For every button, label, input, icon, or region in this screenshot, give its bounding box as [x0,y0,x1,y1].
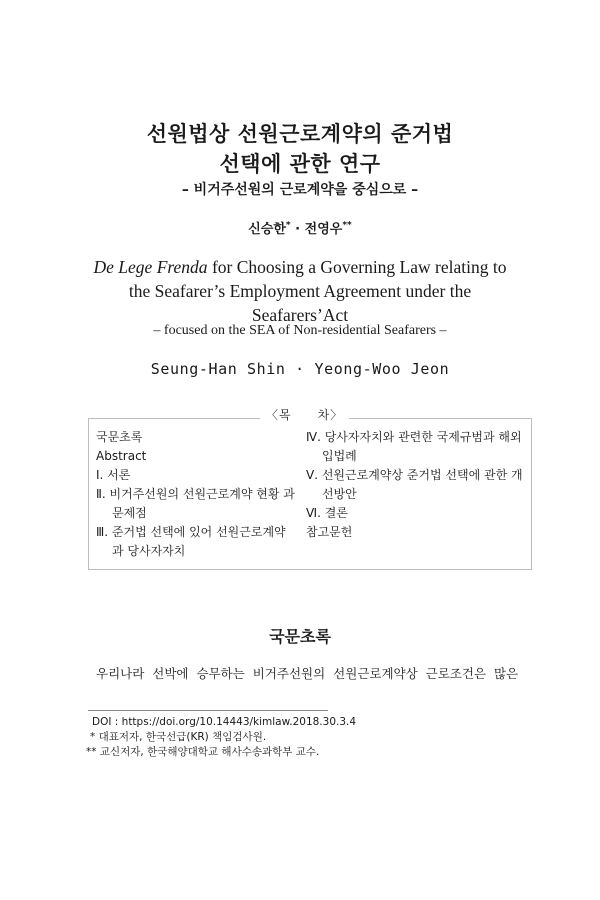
toc-right-column [306,428,526,542]
author-2-mark: ** [342,220,352,231]
toc-item: Ⅳ. 당사자자치와 관련한 국제규범과 해외입법례 [306,430,522,463]
english-title [85,255,515,327]
korean-authors [0,218,600,237]
korean-subtitle: – 비거주선원의 근로계약을 중심으로 – [181,182,419,198]
english-title-italic: De Lege Frenda [93,257,208,277]
author-1-name: 신승한 [248,222,286,237]
english-subtitle: – focused on the SEA of Non-residential Seafarers – [153,323,447,338]
toc-heading: 〈목 차〉 [260,406,349,423]
toc-item: Ⅰ. 서론 [96,468,131,482]
footnote-1: * 대표저자, 한국선급(KR) 책임검사원. [90,731,267,743]
english-authors: Seung-Han Shin · Yeong-Woo Jeon [150,360,450,378]
footnote-rule [88,710,328,711]
footnote-2: ** 교신저자, 한국해양대학교 해사수송과학부 교수. [86,746,320,758]
author-separator: · [290,222,305,237]
toc-item: Ⅱ. 비거주선원의 선원근로계약 현황 과 문제점 [96,487,295,520]
toc-item: Abstract [96,449,147,463]
english-title-rest: for Choosing a Governing Law relating to the Seafarer’s Employment Agreement under the Seafarers’Act [128,257,507,325]
toc-item: 국문초록 [96,430,143,444]
doi-footnote: DOI : https://doi.org/10.14443/kimlaw.2018.30.3.4 [92,716,357,728]
footnotes [86,715,356,760]
abstract-heading: 국문초록 [269,627,331,646]
toc-item: Ⅴ. 선원근로계약상 준거법 선택에 관한 개선방안 [306,468,523,501]
toc-item: Ⅲ. 준거법 선택에 있어 선원근로계약 과 당사자자치 [96,525,286,558]
korean-title-line-1: 선원법상 선원근로계약의 준거법 [146,122,454,146]
abstract-first-line: 우리나라 선박에 승무하는 비거주선원의 선원근로계약상 근로조건은 많은 [96,666,519,681]
toc-item: 참고문헌 [306,525,353,539]
author-2-name: 전영우 [304,222,343,237]
toc-item: Ⅵ. 결론 [306,506,348,520]
toc-left-column [96,428,301,561]
author-1-mark: * [285,220,291,231]
korean-title-line-2: 선택에 관한 연구 [219,152,381,176]
